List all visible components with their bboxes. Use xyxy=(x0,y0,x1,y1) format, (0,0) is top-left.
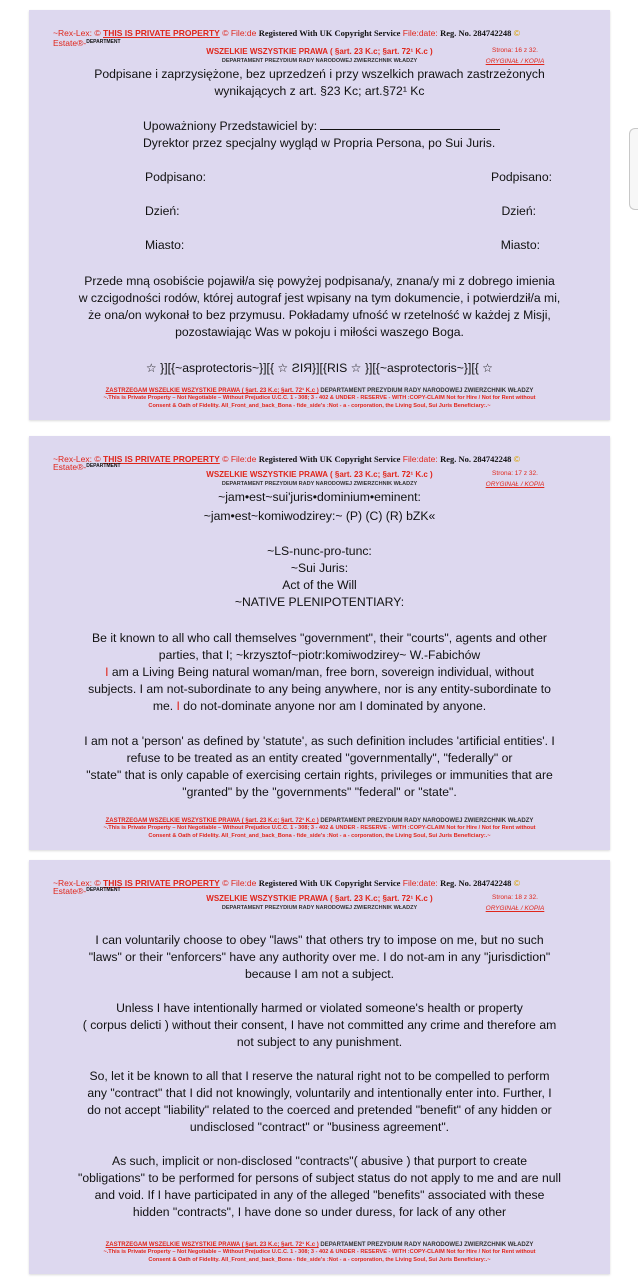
status-line: ~Sui Juris: xyxy=(290,561,349,575)
page-footer xyxy=(39,1242,600,1264)
contract-paragraph: do not accept "liability" related to the coerced and pretended "benefit" of any hidden or xyxy=(87,1103,552,1117)
declaration-text: do not-dominate anyone nor am I dominated by anyone. xyxy=(179,699,487,713)
contract-paragraph: So, let it be known to all that I reserve the natural right not to be compelled to perform xyxy=(89,1069,550,1083)
notary-paragraph: w czcigodności rodów, której autograf jest wpisany na tym dokumencie, i potwierdził/a mi, xyxy=(78,291,561,305)
estate-text: Estate®- xyxy=(53,462,87,472)
copyright-symbol: © xyxy=(222,28,229,38)
page-header xyxy=(29,10,610,65)
footer-rights: ZASTRZEGAM WSZELKIE WSZYSTKIE PRAWA ( §art. 23 K.c; §art. 72¹ K.c ) xyxy=(105,388,319,394)
copyright-symbol: © xyxy=(94,878,101,888)
page-number: Strona: 16 z 32. xyxy=(492,47,538,54)
page-footer xyxy=(39,388,600,410)
status-line: ~LS-nunc-pro-tunc: xyxy=(267,544,372,558)
estate-dept: DEPARTMENT xyxy=(86,463,121,469)
status-line: ~NATIVE PLENIPOTENTIARY: xyxy=(234,595,405,609)
notary-paragraph: że ona/on wykonał to bez przymusu. Pokładamy ufność w rzetelność w każdej z Misji, xyxy=(88,308,551,322)
harm-paragraph: not subject to any punishment. xyxy=(236,1035,403,1049)
footer-notice: Consent & Oath of Fidelity. All_Front_and_back_Bona - fide_side's :Not - a - corporation, the Living Soul, Sui Juris Beneficiary:.~ xyxy=(148,1257,491,1263)
paragraph: wynikających z art. §23 Kc; art.§72¹ Kc xyxy=(214,84,425,98)
footer-rights: ZASTRZEGAM WSZELKIE WSZYSTKIE PRAWA ( §art. 23 K.c; §art. 72¹ K.c ) xyxy=(105,1242,319,1248)
rex-lex-label: ~Rex-Lex: xyxy=(53,454,92,464)
private-property-label: THIS IS PRIVATE PROPERTY xyxy=(103,28,220,38)
day-row xyxy=(49,204,590,221)
rex-lex-label: ~Rex-Lex: xyxy=(53,28,92,38)
private-property-label: THIS IS PRIVATE PROPERTY xyxy=(103,878,220,888)
footer-dept: DEPARTAMENT PREZYDIUM RADY NARODOWEJ ZWIERZCHNIK WŁADZY xyxy=(318,388,534,394)
copyright-symbol: © xyxy=(513,28,521,38)
obligations-paragraph: and void. If I have participated in any of the alleged "benefits" associated with these xyxy=(94,1188,545,1202)
copyright-line xyxy=(53,28,584,38)
laws-paragraph: "laws" or their "enforcers" have any authority over me. I do not-am in any "jurisdiction" xyxy=(88,950,551,964)
copyright-symbol: © xyxy=(222,454,229,464)
registered-label: Registered With UK Copyright Service xyxy=(258,878,401,888)
rights-reserved-title: WSZELKIE WSZYSTKIE PRAWA ( §art. 23 K.c; §art. 72¹ K.c ) xyxy=(206,470,433,479)
declaration-paragraph: parties, that I; ~krzysztof~piotr:komiwodzirey~ W.-Fabichów xyxy=(158,648,481,662)
original-copy-label: ORYGINAŁ / KOPIA xyxy=(485,58,545,65)
pronoun-i: I xyxy=(105,665,109,679)
file-date-label: File:date: xyxy=(402,878,438,888)
department-subtitle: DEPARTAMENT PREZYDIUM RADY NARODOWEJ ZWIERZCHNIK WŁADZY xyxy=(221,481,418,487)
copyright-symbol: © xyxy=(222,878,229,888)
harm-paragraph: ( corpus delicti ) without their consent, I have not committed any crime and therefore am xyxy=(82,1018,557,1032)
private-property-label: THIS IS PRIVATE PROPERTY xyxy=(103,454,220,464)
director-line: Dyrektor przez specjalny wygląd w Propria Persona, po Sui Juris. xyxy=(143,136,496,150)
declaration-paragraph: subjects. I am not-subordinate to any being anywhere, nor is any entity-subordinate to xyxy=(88,682,551,696)
name-line: ~jam•est~sui'juris•dominium•eminent: xyxy=(218,490,421,504)
page-footer xyxy=(39,818,600,840)
rights-reserved-title: WSZELKIE WSZYSTKIE PRAWA ( §art. 23 K.c; §art. 72¹ K.c ) xyxy=(206,894,433,903)
page-number: Strona: 18 z 32. xyxy=(492,894,538,901)
notary-paragraph: pozostawiając Was w pokoju i miłości waszego Boga. xyxy=(175,325,464,339)
footer-dept: DEPARTAMENT PREZYDIUM RADY NARODOWEJ ZWIERZCHNIK WŁADZY xyxy=(318,818,534,824)
rex-lex-label: ~Rex-Lex: xyxy=(53,878,92,888)
page-number: Strona: 17 z 32. xyxy=(492,470,538,477)
page-body xyxy=(49,489,590,801)
document-page-17 xyxy=(29,436,610,850)
laws-paragraph: I can voluntarily choose to obey "laws" that others try to impose on me, but no such xyxy=(95,933,544,947)
obligations-paragraph: As such, implicit or non-disclosed "contracts"( abusive ) that purport to create xyxy=(111,1154,528,1168)
declaration-paragraph: Be it known to all who call themselves "government", their "courts", agents and other xyxy=(92,631,547,645)
copyright-symbol: © xyxy=(513,454,521,464)
estate-text: Estate®- xyxy=(53,886,87,896)
city-label-left: Miasto: xyxy=(145,238,185,252)
estate-text: Estate®- xyxy=(53,38,87,48)
signature-row xyxy=(49,170,590,187)
notary-paragraph: Przede mną osobiście pojawił/a się powyżej podpisana/y, znana/y mi z dobrego imienia xyxy=(84,274,555,288)
contract-paragraph: undisclosed "contract" or "business agreement". xyxy=(189,1120,450,1134)
asprotectoris-seal-line: ☆ }][{~asprotectoris~}][{ ☆ ƧIЯ}][{RIS ☆ }][{~asprotectoris~}][{ ☆ xyxy=(145,361,494,375)
authorized-representative-label: Upoważniony Przedstawiciel by: xyxy=(143,119,318,133)
file-de-label: File:de xyxy=(230,454,257,464)
signature-line xyxy=(320,129,500,130)
copyright-symbol: © xyxy=(94,28,101,38)
page-header xyxy=(29,436,610,488)
estate-dept: DEPARTMENT xyxy=(86,39,121,45)
person-paragraph: "granted" by the "governments" "federal" or "state". xyxy=(182,785,457,799)
department-subtitle: DEPARTAMENT PREZYDIUM RADY NARODOWEJ ZWIERZCHNIK WŁADZY xyxy=(221,58,418,64)
file-de-label: File:de xyxy=(230,878,257,888)
footer-notice: Consent & Oath of Fidelity. All_Front_and_back_Bona - fide_side's :Not - a - corporation, the Living Soul, Sui Juris Beneficiary:.~ xyxy=(148,403,491,409)
reg-no-label: Reg. No. 284742248 xyxy=(440,454,512,464)
registered-label: Registered With UK Copyright Service xyxy=(258,454,401,464)
footer-notice: ~.This is Private Property – Not Negotiable – Without Prejudice U.C.C. 1 - 308; 3 - 402 & UNDER - RESERVE - WITH :COPY-CLAIM Not for Hire / Not for Rent without xyxy=(103,1249,536,1255)
page-header xyxy=(29,860,610,912)
department-subtitle: DEPARTAMENT PREZYDIUM RADY NARODOWEJ ZWIERZCHNIK WŁADZY xyxy=(221,905,418,911)
rights-reserved-title: WSZELKIE WSZYSTKIE PRAWA ( §art. 23 K.c; §art. 72¹ K.c ) xyxy=(206,47,433,56)
footer-dept: DEPARTAMENT PREZYDIUM RADY NARODOWEJ ZWIERZCHNIK WŁADZY xyxy=(318,1242,534,1248)
declaration-text: am a Living Being natural woman/man, free born, sovereign individual, without xyxy=(108,665,534,679)
footer-notice: ~.This is Private Property – Not Negotiable – Without Prejudice U.C.C. 1 - 308; 3 - 402 & UNDER - RESERVE - WITH :COPY-CLAIM Not for Hire / Not for Rent without xyxy=(103,395,536,401)
document-page-16 xyxy=(29,10,610,420)
person-paragraph: refuse to be treated as an entity created "governmentally", "federally" or xyxy=(126,751,513,765)
scroll-handle[interactable] xyxy=(629,128,638,210)
reg-no-label: Reg. No. 284742248 xyxy=(440,28,512,38)
file-date-label: File:date: xyxy=(402,28,438,38)
day-label-right: Dzień: xyxy=(501,204,536,218)
footer-notice: Consent & Oath of Fidelity. All_Front_and_back_Bona - fide_side's :Not - a - corporation, the Living Soul, Sui Juris Beneficiary:.~ xyxy=(148,833,491,839)
file-de-label: File:de xyxy=(230,28,257,38)
original-copy-label: ORYGINAŁ / KOPIA xyxy=(485,481,545,488)
contract-paragraph: any "contract" that I did not knowingly, voluntarily and intentionally enter into. Further, I xyxy=(87,1086,552,1100)
harm-paragraph: Unless I have intentionally harmed or violated someone's health or property xyxy=(116,1001,523,1015)
signed-label-right: Podpisano: xyxy=(491,170,552,184)
estate-dept: DEPARTMENT xyxy=(86,887,121,893)
person-paragraph: "state" that is only capable of exercising certain rights, privileges or immunities that are xyxy=(86,768,553,782)
status-line: Act of the Will xyxy=(282,578,357,592)
registered-label: Registered With UK Copyright Service xyxy=(258,28,401,38)
page-body xyxy=(49,66,590,377)
day-label-left: Dzień: xyxy=(145,204,180,218)
name-line: ~jam•est~komiwodzirey:~ (P) (C) (R) bZK« xyxy=(203,509,436,523)
laws-paragraph: because I am not a subject. xyxy=(244,967,395,981)
reg-no-label: Reg. No. 284742248 xyxy=(440,878,512,888)
paragraph: Podpisane i zaprzysiężone, bez uprzedzeń i przy wszelkich prawach zastrzeżonych xyxy=(94,67,545,81)
footer-notice: ~.This is Private Property – Not Negotiable – Without Prejudice U.C.C. 1 - 308; 3 - 402 & UNDER - RESERVE - WITH :COPY-CLAIM Not for Hire / Not for Rent without xyxy=(103,825,536,831)
page-body xyxy=(49,932,590,1221)
obligations-paragraph: "obligations" to be performed for persons of subject status do not apply to me and are null xyxy=(78,1171,561,1185)
declaration-text: me. xyxy=(152,699,177,713)
copyright-line xyxy=(53,878,584,888)
person-paragraph: I am not a 'person' as defined by 'statute', as such definition includes 'artificial entities'. I xyxy=(84,734,555,748)
city-label-right: Miasto: xyxy=(500,238,540,252)
copyright-line xyxy=(53,454,584,464)
document-page-18 xyxy=(29,860,610,1274)
file-date-label: File:date: xyxy=(402,454,438,464)
original-copy-label: ORYGINAŁ / KOPIA xyxy=(485,905,545,912)
city-row xyxy=(49,238,590,255)
copyright-symbol: © xyxy=(94,454,101,464)
signed-label-left: Podpisano: xyxy=(145,170,206,184)
copyright-symbol: © xyxy=(513,878,521,888)
footer-rights: ZASTRZEGAM WSZELKIE WSZYSTKIE PRAWA ( §art. 23 K.c; §art. 72¹ K.c ) xyxy=(105,818,319,824)
obligations-paragraph: hidden "contracts", I have done so under duress, for lack of any other xyxy=(132,1205,507,1219)
pronoun-i: I xyxy=(176,699,180,713)
